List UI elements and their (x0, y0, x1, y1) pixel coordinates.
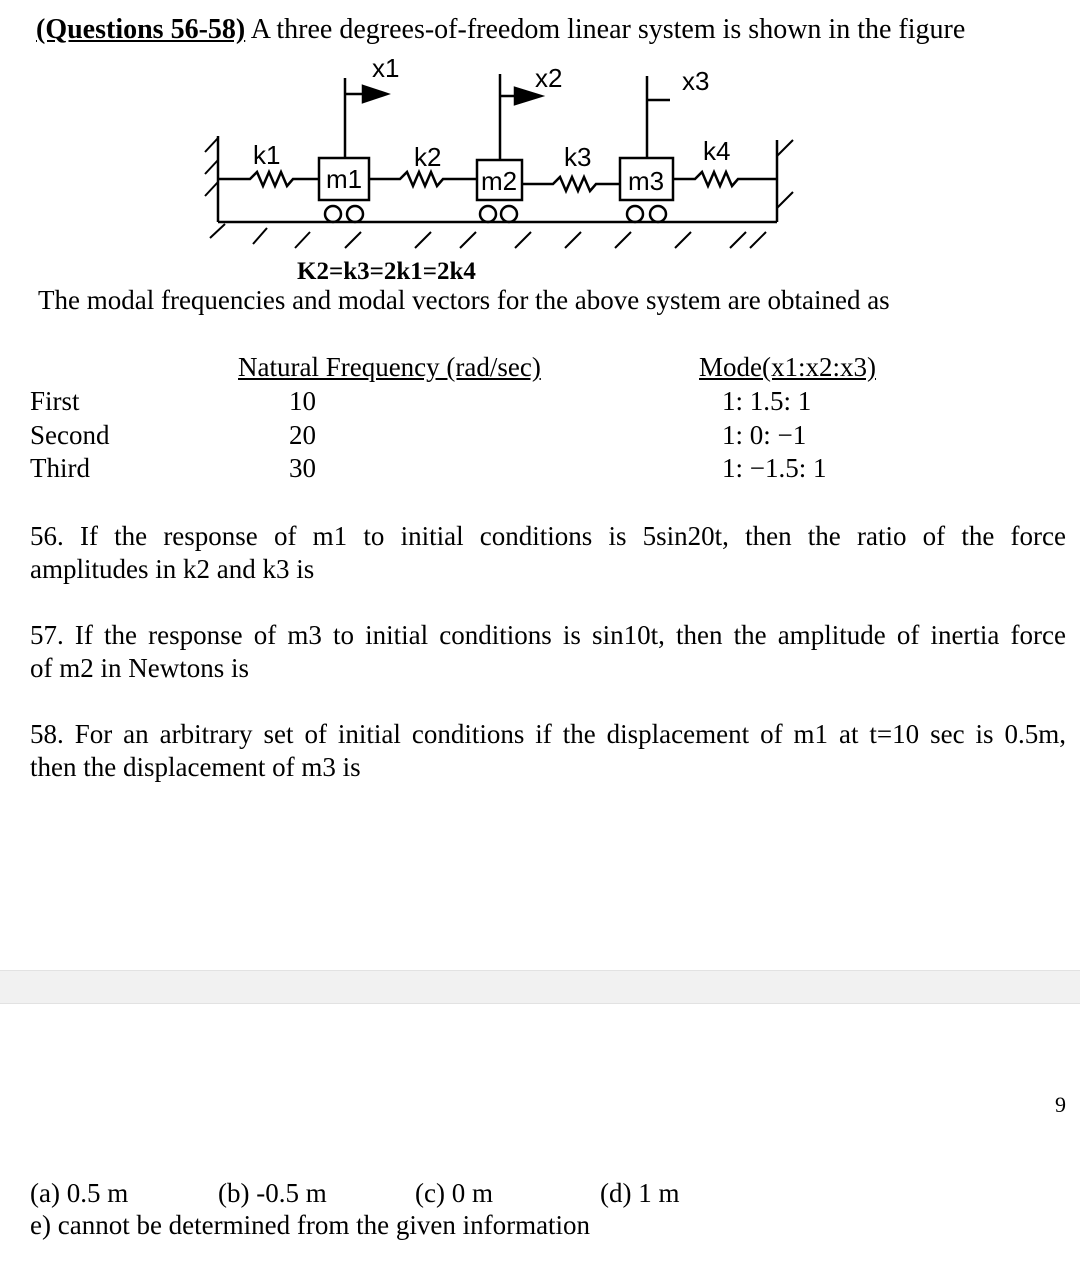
question-header (36, 14, 965, 46)
spring-k2 (369, 172, 477, 186)
mode-header: Mode(x1:x2:x3) (699, 352, 876, 382)
question-56 (30, 520, 1066, 586)
freq-third: 30 (289, 453, 316, 483)
freq-second: 20 (289, 420, 316, 450)
stiffness-relation: K2=k3=2k1=2k4 (297, 258, 476, 285)
label-k1: k1 (253, 140, 281, 170)
row-label-second: Second (30, 420, 110, 450)
label-m3: m3 (627, 166, 665, 196)
row-label-third: Third (30, 453, 90, 483)
row-label-first: First (30, 386, 80, 416)
spring-k4 (673, 172, 777, 186)
option-a: (a) 0.5 m (30, 1178, 129, 1208)
label-x1: x1 (372, 53, 400, 83)
q56-line1: 56. If the response of m1 to initial conditions is 5sin20t, then the ratio of the force (30, 521, 1066, 551)
mode-first: 1: 1.5: 1 (722, 386, 812, 416)
question-range: (Questions 56-58) (36, 14, 246, 45)
option-c: (c) 0 m (415, 1178, 493, 1208)
option-b: (b) -0.5 m (218, 1178, 327, 1208)
header-text: A three degrees-of-freedom linear system is shown in the figure (250, 14, 966, 45)
option-e: e) cannot be determined from the given information (30, 1210, 591, 1240)
option-d: (d) 1 m (600, 1178, 680, 1208)
q58-line1: 58. For an arbitrary set of initial conditions if the displacement of m1 at t=10 sec is 0.5m, (30, 719, 1066, 749)
mode-second: 1: 0: −1 (722, 420, 807, 450)
label-k2: k2 (414, 142, 442, 172)
spring-k3 (522, 177, 620, 191)
mode-third: 1: −1.5: 1 (722, 453, 827, 483)
question-57 (30, 619, 1066, 685)
label-m1: m1 (325, 164, 363, 194)
question-58 (30, 718, 1066, 784)
intro-text: The modal frequencies and modal vectors for the above system are obtained as (38, 285, 890, 315)
freq-header: Natural Frequency (rad/sec) (238, 352, 541, 382)
three-dof-system-diagram (195, 52, 815, 287)
label-k3: k3 (564, 142, 592, 172)
spring-k1 (218, 172, 319, 186)
q57-line1: 57. If the response of m3 to initial conditions is sin10t, then the amplitude of inertia force (30, 620, 1066, 650)
ground-hatch (210, 224, 766, 248)
page-number: 9 (1055, 1092, 1066, 1117)
page-break-divider (0, 970, 1080, 1004)
q58-line2: then the displacement of m3 is (30, 752, 361, 782)
label-m2: m2 (480, 166, 518, 196)
label-x3: x3 (682, 66, 710, 96)
q57-line2: of m2 in Newtons is (30, 653, 249, 683)
label-x2: x2 (535, 63, 563, 93)
freq-first: 10 (289, 386, 316, 416)
label-k4: k4 (703, 136, 731, 166)
q56-line2: amplitudes in k2 and k3 is (30, 554, 315, 584)
